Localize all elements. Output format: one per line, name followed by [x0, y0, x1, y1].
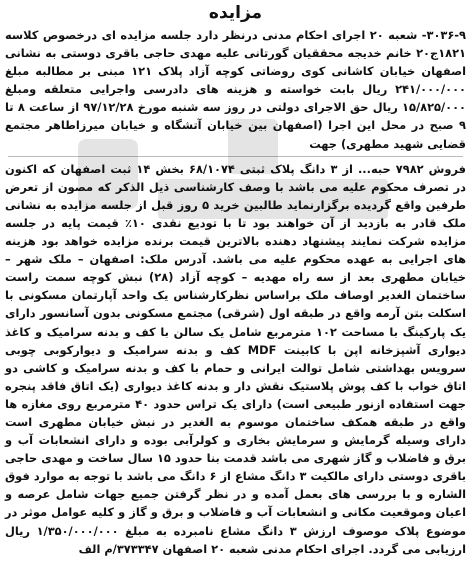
paragraph-divider: [8, 156, 463, 157]
notice-paragraph-intro: ۳۰۳۶-۹- شعبه ۲۰ اجرای احکام مدنی درنظر دارد جلسه مزایده ای درخصوص کلاسه ۱۸۲۱ج۲۰ خانم خدیجه محققیان گورتانی علیه مهدی حاجی باقری دوستی به نشانی اصفهان خیابان کاشانی کوی روضاتی کوچه آزاد پلاک ۱۲۱ مبنی بر مطالبه مبلغ ۲۴۱/۰۰۰/۰۰۰ ریال بابت خواسته و هزینه های دادرسی واجرایی متعلقه ومبلغ ۱۵/۸۲۵/۰۰۰ ریال حق الاجرای دولتی در روز سه شنبه مورخ ۹۷/۱۲/۲۸ از ساعت ۸ تا ۹ صبح در محل این اجرا (اصفهان بین خیابان آتشگاه و خیابان میرزاطاهر مجتمع قضایی شهید مطهری) جهت: [5, 28, 466, 151]
auction-notice: [2, 1, 469, 557]
notice-title: مزایده: [208, 3, 263, 23]
notice-paragraph-details: فروش ۷۹۸۲ حبه... از ۳ دانگ پلاک ثبتی ۶۸/۱۰۷۴ بخش ۱۴ ثبت اصفهان که اکنون در تصرف محکوم علیه می باشد با وصف کارشناسی ذیل الذکر که مصون از تعرض طرفین واقع گردیده برگزارنماید طالبین خرید ۵ روز قبل از جلسه مزایده به نشانی ملک قادر به بازدید از آن خواهند بود تا با تودیع نقدی ۱۰٪ قیمت پایه در جلسه مزایده شرکت نمایند پیشنهاد دهنده بالاترین قیمت برنده مزایده خواهد بود هزینه های اجرایی به عهده محکوم علیه می باشد. آدرس ملک: اصفهان – ملک شهر – خیابان مطهری بعد از سه راه مهدیه – کوچه آزاد (۲۸) نبش کوچه سمت راست ساختمان الغدیر اوصاف ملک براساس نظرکارشناس یک واحد آپارتمان مسکونی با اسکلت بتن آرمه واقع در طبقه اول (شرقی) مجتمع مسکونی بدون آسانسور دارای یک پارکینگ با مساحت ۱۰۲ مترمربع شامل یک سالن با کف و بدنه سرامیک و کاغذ دیواری آشپزخانه اپن با کابینت MDF کف و بدنه سرامیک و دیوارکوبی چوبی سرویس بهداشتی شامل توالت ایرانی و حمام با کف و بدنه سرامیک و کاشی دو اتاق خواب با کف پوش پلاستیک نقش دار و بدنه کاغذ دیواری (یک اتاق فاقد پنجره جهت استفاده ازنور طبیعی است) دارای یک تراس حدود ۴۰ مترمربع روی مغازه ها واقع در طبقه همکف ساختمان موسوم به الغدیر در نبش خیابان مطهری است دارای وسیله گرمایش و سرمایش بخاری و کولرآبی بوده و دارای انشعابات آب و برق و فاضلاب و گاز شهری می باشد قدمت بنا حدود ۱۵ سال ساخت و مهدی حاجی باقری دوستی دارای مالکیت ۳ دانگ مشاع از ۶ دانگ می باشد با توجه به موارد فوق الشاره و با بررسی های بعمل آمده و در نظر گرفتن جمیع جهات شامل عرصه و اعیان وموقعیت مکانی و انشعابات آب و فاضلاب و برق و گاز و کلیه عوامل موثر در موضوع پلاک موصوف ارزش ۳ دانگ مشاع نامبرده به مبلغ ۱/۳۵۰/۰۰۰/۰۰۰ ریال ارزیابی می گردد. اجرای احکام مدنی شعبه ۲۰ اصفهان ۳۷۳۳۴۷/م الف: [5, 161, 467, 556]
